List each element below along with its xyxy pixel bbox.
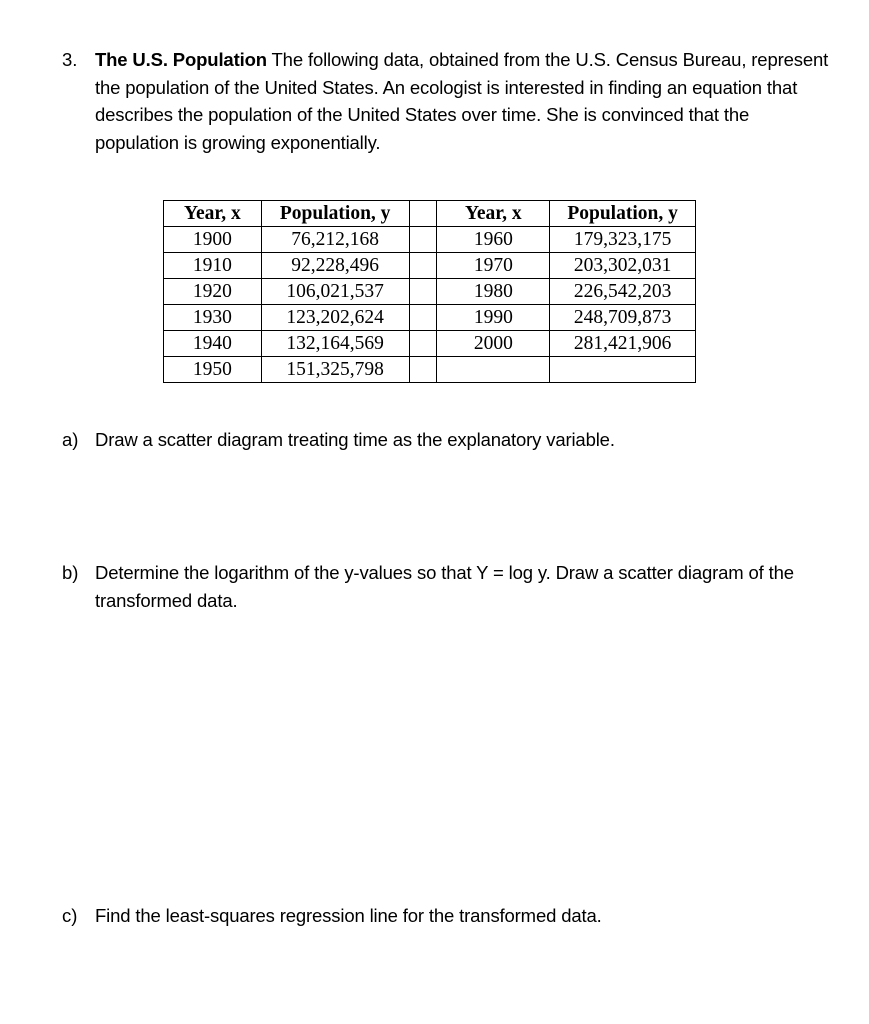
year-cell: 1900 [164,227,262,253]
gap-cell [409,279,437,305]
header-year-left: Year, x [164,201,262,227]
table-row [164,305,696,331]
part-c-text: Find the least-squares regression line for the transformed data. [95,905,602,926]
year-cell: 1960 [437,227,550,253]
table-header-row [164,201,696,227]
population-cell [550,357,696,383]
part-b-text: Determine the logarithm of the y-values so that Y = log y. Draw a scatter diagram of the transformed data. [95,562,794,611]
population-cell: 248,709,873 [550,305,696,331]
gap-cell [409,253,437,279]
header-population-right: Population, y [550,201,696,227]
gap-cell [409,227,437,253]
gap-cell [409,357,437,383]
year-cell: 1990 [437,305,550,331]
gap-cell [409,331,437,357]
problem-number: 3. [62,49,78,70]
table-row [164,227,696,253]
year-cell [437,357,550,383]
part-b [62,559,832,614]
year-cell: 1970 [437,253,550,279]
year-cell: 1980 [437,279,550,305]
population-table [163,200,696,383]
population-cell: 132,164,569 [261,331,409,357]
year-cell: 1950 [164,357,262,383]
population-cell: 226,542,203 [550,279,696,305]
population-cell: 281,421,906 [550,331,696,357]
year-cell: 1910 [164,253,262,279]
part-a [62,426,832,454]
year-cell: 2000 [437,331,550,357]
gap-cell [409,305,437,331]
problem-body [95,46,832,156]
header-gap [409,201,437,227]
year-cell: 1930 [164,305,262,331]
part-a-text: Draw a scatter diagram treating time as the explanatory variable. [95,429,615,450]
problem-statement [62,46,832,156]
population-cell: 179,323,175 [550,227,696,253]
problem-text: The following data, obtained from the U.S. Census Bureau, represent the population of the United States. An ecologist is interested in finding an equation that describes the population of the United States over time. She is convinced that the population is growing exponentially. [95,49,829,153]
part-a-label: a) [62,429,79,450]
population-cell: 76,212,168 [261,227,409,253]
table-row [164,331,696,357]
population-cell: 123,202,624 [261,305,409,331]
header-year-right: Year, x [437,201,550,227]
part-c [62,902,832,930]
year-cell: 1940 [164,331,262,357]
part-c-label: c) [62,905,78,926]
header-population-left: Population, y [261,201,409,227]
population-cell: 151,325,798 [261,357,409,383]
table-row [164,253,696,279]
part-b-label: b) [62,562,79,583]
population-cell: 92,228,496 [261,253,409,279]
year-cell: 1920 [164,279,262,305]
table-row [164,279,696,305]
table-row [164,357,696,383]
problem-title: The U.S. Population [95,49,267,70]
population-cell: 203,302,031 [550,253,696,279]
population-cell: 106,021,537 [261,279,409,305]
